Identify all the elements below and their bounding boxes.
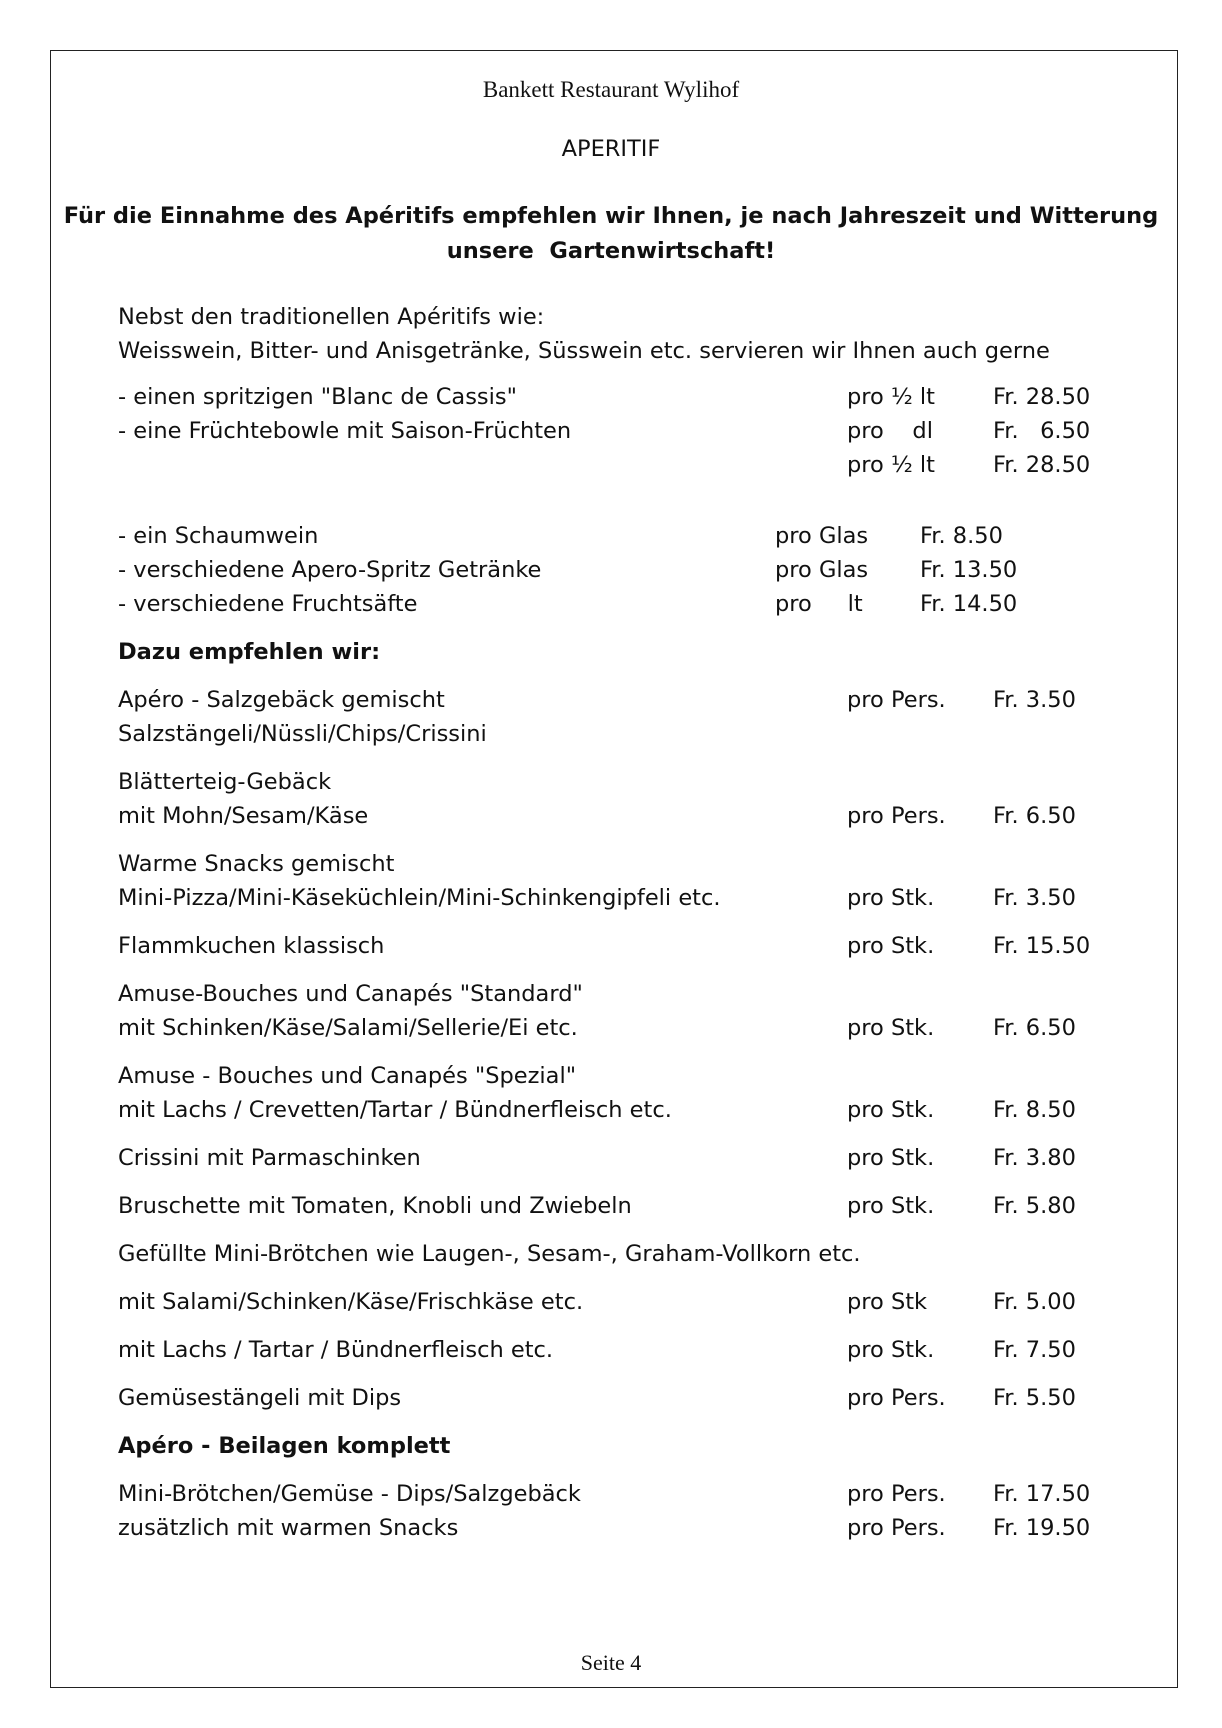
section-heading-recommend: Dazu empfehlen wir: xyxy=(118,639,381,665)
complete-name: Mini-Brötchen/Gemüse - Dips/Salzgebäck xyxy=(118,1481,581,1507)
restaurant-header: Bankett Restaurant Wylihof xyxy=(482,77,740,102)
drink-price: Fr. 8.50 xyxy=(920,523,1003,549)
snack-unit: pro Pers. xyxy=(847,1385,946,1411)
snack-name: mit Salami/Schinken/Käse/Frischkäse etc. xyxy=(118,1289,584,1315)
page-number: Seite 4 xyxy=(580,1650,642,1675)
drink-price: Fr. 6.50 xyxy=(993,418,1091,444)
intro-text-2: Weisswein, Bitter- und Anisgetränke, Süsswein etc. servieren wir Ihnen auch gerne xyxy=(118,338,1050,364)
drink-name: - verschiedene Fruchtsäfte xyxy=(118,591,418,617)
snack-price: Fr. 7.50 xyxy=(993,1337,1076,1363)
snack-unit: pro Stk. xyxy=(847,1145,935,1171)
drink-unit: pro Glas xyxy=(775,523,869,549)
snack-detail: mit Mohn/Sesam/Käse xyxy=(118,803,369,829)
complete-unit: pro Pers. xyxy=(847,1481,946,1507)
snack-unit: pro Stk. xyxy=(847,933,935,959)
snack-unit: pro Stk. xyxy=(847,885,935,911)
complete-unit: pro Pers. xyxy=(847,1515,946,1541)
drink-price: Fr. 13.50 xyxy=(920,557,1018,583)
intro-line-1: Für die Einnahme des Apéritifs empfehlen wir Ihnen, je nach Jahreszeit und Witterung xyxy=(63,203,1159,229)
snack-name: Amuse-Bouches und Canapés "Standard" xyxy=(118,981,583,1007)
snack-name: Flammkuchen klassisch xyxy=(118,933,385,959)
complete-price: Fr. 19.50 xyxy=(993,1515,1091,1541)
snack-price: Fr. 5.50 xyxy=(993,1385,1076,1411)
snack-unit: pro Stk. xyxy=(847,1193,935,1219)
drink-name: - einen spritzigen "Blanc de Cassis" xyxy=(118,384,517,410)
complete-price: Fr. 17.50 xyxy=(993,1481,1091,1507)
snack-name: Blätterteig-Gebäck xyxy=(118,769,332,795)
snack-name: Apéro - Salzgebäck gemischt xyxy=(118,687,445,713)
drink-price: Fr. 14.50 xyxy=(920,591,1018,617)
complete-name: zusätzlich mit warmen Snacks xyxy=(118,1515,459,1541)
drink-name: - eine Früchtebowle mit Saison-Früchten xyxy=(118,418,572,444)
snack-detail: Salzstängeli/Nüssli/Chips/Crissini xyxy=(118,721,487,747)
intro-line-2: unsere Gartenwirtschaft! xyxy=(446,238,776,264)
drink-price: Fr. 28.50 xyxy=(993,384,1091,410)
drink-unit: pro ½ lt xyxy=(847,452,935,478)
snack-name: Amuse - Bouches und Canapés "Spezial" xyxy=(118,1063,577,1089)
snack-name: Bruschette mit Tomaten, Knobli und Zwiebeln xyxy=(118,1193,632,1219)
snack-name: Crissini mit Parmaschinken xyxy=(118,1145,421,1171)
snack-detail: mit Schinken/Käse/Salami/Sellerie/Ei etc. xyxy=(118,1015,578,1041)
snack-unit: pro Stk. xyxy=(847,1015,935,1041)
drink-name: - verschiedene Apero-Spritz Getränke xyxy=(118,557,542,583)
drink-unit: pro lt xyxy=(775,591,863,617)
drink-unit: pro ½ lt xyxy=(847,384,935,410)
snack-name: mit Lachs / Tartar / Bündnerfleisch etc. xyxy=(118,1337,554,1363)
snack-unit: pro Stk xyxy=(847,1289,928,1315)
snack-unit: pro Stk. xyxy=(847,1097,935,1123)
drink-unit: pro dl xyxy=(847,418,933,444)
snack-name: Gefüllte Mini-Brötchen wie Laugen-, Sesam-, Graham-Vollkorn etc. xyxy=(118,1241,861,1267)
snack-unit: pro Pers. xyxy=(847,803,946,829)
drink-unit: pro Glas xyxy=(775,557,869,583)
snack-price: Fr. 3.50 xyxy=(993,687,1076,713)
snack-detail: Mini-Pizza/Mini-Käseküchlein/Mini-Schinkengipfeli etc. xyxy=(118,885,721,911)
snack-name: Warme Snacks gemischt xyxy=(118,851,395,877)
drink-price: Fr. 28.50 xyxy=(993,452,1091,478)
snack-name: Gemüsestängeli mit Dips xyxy=(118,1385,402,1411)
snack-price: Fr. 5.80 xyxy=(993,1193,1076,1219)
snack-price: Fr. 6.50 xyxy=(993,1015,1076,1041)
snack-price: Fr. 8.50 xyxy=(993,1097,1076,1123)
snack-price: Fr. 3.50 xyxy=(993,885,1076,911)
snack-detail: mit Lachs / Crevetten/Tartar / Bündnerfleisch etc. xyxy=(118,1097,672,1123)
page-title: APERITIF xyxy=(561,136,661,162)
drink-name: - ein Schaumwein xyxy=(118,523,319,549)
snack-price: Fr. 5.00 xyxy=(993,1289,1076,1315)
snack-price: Fr. 15.50 xyxy=(993,933,1091,959)
snack-price: Fr. 6.50 xyxy=(993,803,1076,829)
intro-text-1: Nebst den traditionellen Apéritifs wie: xyxy=(118,304,545,330)
section-heading-complete: Apéro - Beilagen komplett xyxy=(118,1433,451,1459)
snack-unit: pro Stk. xyxy=(847,1337,935,1363)
snack-unit: pro Pers. xyxy=(847,687,946,713)
snack-price: Fr. 3.80 xyxy=(993,1145,1076,1171)
